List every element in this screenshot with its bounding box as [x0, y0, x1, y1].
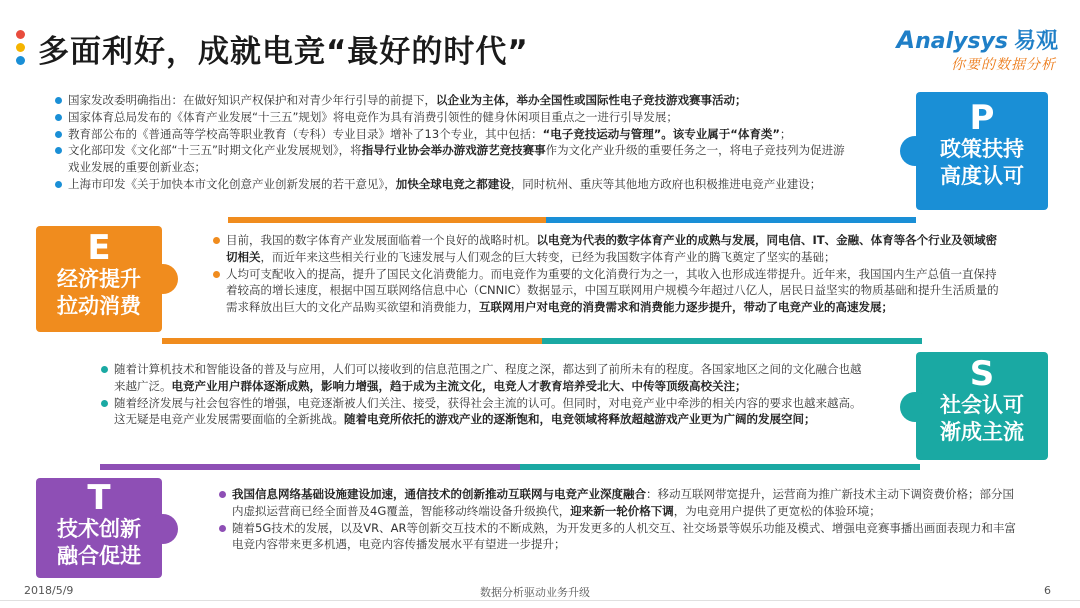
logo-main-text: nalysys — [915, 29, 1008, 54]
tech-bullet-list — [218, 486, 1018, 553]
bold-text: 电竞产业用户群体逐渐成熟，影响力增强，趋于成为主流文化，电竞人才教育培养受北大、中传等顶级高校关注； — [171, 378, 747, 393]
policy-text-block — [54, 92, 854, 193]
item-text: ，为电竞用户提供了更宽松的体验环境； — [673, 503, 881, 518]
policy-divider-right — [546, 217, 916, 223]
page-number: 6 — [1044, 584, 1051, 597]
item-text: 目前，我国的数字体育产业发展面临着一个良好的战略时机。 — [226, 233, 537, 247]
economy-letter: E — [87, 228, 111, 268]
society-divider-right — [520, 464, 920, 470]
item-text: 随着计算机技术和智能设备的普及与应用，人们可以接收到的信息范围之广、程度之深，都达到了前所未有的程度。各国家地区之间的文化融合也越来越广泛。 — [114, 362, 862, 393]
society-label: 社会认可 渐成主流 — [940, 393, 1024, 444]
bullet-dot-icon — [55, 114, 62, 121]
economy-bullet-list — [212, 232, 1002, 316]
economy-divider-right — [542, 338, 922, 344]
logo-wordmark — [896, 24, 1058, 55]
item-text: 上海市印发《关于加快本市文化创意产业创新发展的若干意见》， — [68, 176, 396, 191]
tech-tile — [36, 478, 162, 578]
item-text: 教育部公布的《普通高等学校高等职业教育（专科）专业目录》增补了13个专业，其中包括： — [68, 126, 543, 141]
society-text-block — [100, 361, 868, 428]
bullet-dot-icon — [101, 400, 108, 407]
bold-text: 迎来新一轮价格下调 — [570, 503, 674, 518]
tech-letter: T — [87, 478, 111, 518]
analysys-logo — [878, 24, 1058, 76]
bullet-dot-icon — [55, 131, 62, 138]
bold-text: “电子竞技运动与管理”。该专业属于“体育类” — [542, 126, 780, 141]
society-divider-left — [100, 464, 520, 470]
item-text: 文化部印发《文化部“十三五”时期文化产业发展规划》，将 — [68, 143, 362, 158]
item-text: ，同时杭州、重庆等其他地方政府也积极推进电竞产业建设； — [510, 176, 822, 191]
item-text: 随着5G技术的发展，以及VR、AR等创新交互技术的不断成熟，为开发更多的人机交互、社交场景等娱乐功能及模式、增强电竞赛事播出画面表现力和丰富电竞内容带来更多机遇，电竞内容传播发展水平有望进一步提升； — [232, 520, 1016, 552]
bullet-dot-icon — [55, 147, 62, 154]
society-bullet-list — [100, 361, 868, 428]
policy-tile — [916, 92, 1048, 210]
economy-tile-knob — [148, 264, 178, 294]
society-tile-knob — [900, 392, 930, 422]
logo-slogan: 你要的数据分析 — [951, 57, 1056, 73]
policy-bullet-list — [54, 92, 854, 193]
title-dots-icon — [16, 30, 30, 66]
bullet-dot-icon — [55, 97, 62, 104]
footer-date: 2018/5/9 — [24, 584, 74, 597]
bold-text: 加快全球电竞之都建设 — [395, 176, 511, 191]
society-tile — [916, 352, 1048, 460]
logo-letter: A — [896, 26, 916, 54]
bullet-dot-icon — [219, 525, 226, 532]
yellow-dot-icon — [16, 43, 25, 52]
list-item — [218, 520, 1018, 554]
list-item — [54, 109, 854, 126]
item-text: ； — [779, 126, 792, 141]
bold-text: 指导行业协会举办游戏游艺竞技赛事 — [361, 143, 546, 158]
society-letter: S — [969, 354, 995, 394]
item-text: 作为文化产业升级的重要任务之一，将电子竞技列为促进游戏业发展的重要创新业态； — [68, 143, 845, 175]
bold-text: 我国信息网络基础设施建设加速，通信技术的创新推动互联网与电竞产业深度融合 — [232, 487, 646, 501]
list-item — [54, 176, 854, 193]
logo-cn-text: 易观 — [1013, 29, 1058, 54]
economy-text-block — [212, 232, 1002, 316]
tech-label: 技术创新 融合促进 — [57, 517, 141, 568]
list-item — [100, 361, 868, 395]
bold-text: 以企业为主体，举办全国性或国际性电子竞技游戏赛事活动； — [436, 93, 747, 107]
economy-tile — [36, 226, 162, 332]
list-item — [54, 92, 854, 109]
item-text: 人均可支配收入的提高，提升了国民文化消费能力。而电竞作为重要的文化消费行为之一，其收入也形成连带提升。近年来，我国国内生产总值一直保持着较高的增长速度，根据中国互联网络信息中心（CNNIC）数据显示，中国互联网用户规模今年超过八亿人，居民日益坚实的物质基础和提升生活质量的需求释放出巨大的文化产品购买欲望和消费能力， — [226, 266, 999, 315]
bold-text: 随着电竞所依托的游戏产业的逐渐饱和，电竞领域将释放超越游戏产业更为广阔的发展空间； — [344, 412, 816, 427]
blue-dot-icon — [16, 56, 25, 65]
item-text: 随着经济发展与社会包容性的增强，电竞逐渐被人们关注、接受，获得社会主流的认可。但同时，对电竞产业中牵涉的相关内容的要求也越来越高。这无疑是电竞产业发展需要面临的全新挑战。 — [114, 395, 862, 427]
policy-label: 政策扶持 高度认可 — [940, 137, 1024, 188]
item-text: 国家发改委明确指出：在做好知识产权保护和对青少年行引导的前提下， — [68, 93, 436, 107]
policy-tile-knob — [900, 136, 930, 166]
bullet-dot-icon — [219, 491, 226, 498]
tech-text-block — [218, 486, 1018, 553]
policy-letter: P — [969, 98, 995, 138]
item-text: 国家体育总局发布的《体育产业发展“十三五”规划》将电竞作为具有消费引领性的健身休闲项目重点之一进行引导发展； — [68, 109, 678, 124]
bullet-dot-icon — [213, 237, 220, 244]
footer-center-text: 数据分析驱动业务升级 — [480, 586, 590, 599]
page-title: 多面利好，成就电竞“最好的时代” — [38, 34, 529, 70]
economy-divider-left — [162, 338, 542, 344]
red-dot-icon — [16, 30, 25, 39]
list-item — [218, 486, 1018, 520]
list-item — [212, 232, 1002, 266]
bullet-dot-icon — [101, 366, 108, 373]
bold-text: 以电竞为代表的数字体育产业的成熟与发展，同电信、IT、金融、体育等各个行业及领域密切相关 — [226, 233, 998, 264]
bullet-dot-icon — [55, 181, 62, 188]
bold-text: 互联网用户对电竞的消费需求和消费能力逐步提升，带动了电竞产业的高速发展； — [479, 300, 893, 315]
list-item — [100, 395, 868, 429]
list-item — [212, 266, 1002, 316]
bullet-dot-icon — [213, 271, 220, 278]
item-text: ：移动互联网带宽提升，运营商为推广新技术主动下调资费价格；部分国内虚拟运营商已经全面普及4G覆盖，智能移动终端设备升级换代， — [232, 487, 1014, 518]
list-item — [54, 126, 854, 143]
list-item — [54, 142, 854, 176]
item-text: ，而近年来这些相关行业的飞速发展与人们观念的巨大转变，已经为我国数字体育产业的腾飞奠定了坚实的基础； — [260, 249, 836, 264]
economy-label: 经济提升 拉动消费 — [57, 267, 141, 318]
tech-tile-knob — [148, 514, 178, 544]
policy-divider — [228, 217, 546, 223]
footer-divider — [0, 600, 1080, 601]
